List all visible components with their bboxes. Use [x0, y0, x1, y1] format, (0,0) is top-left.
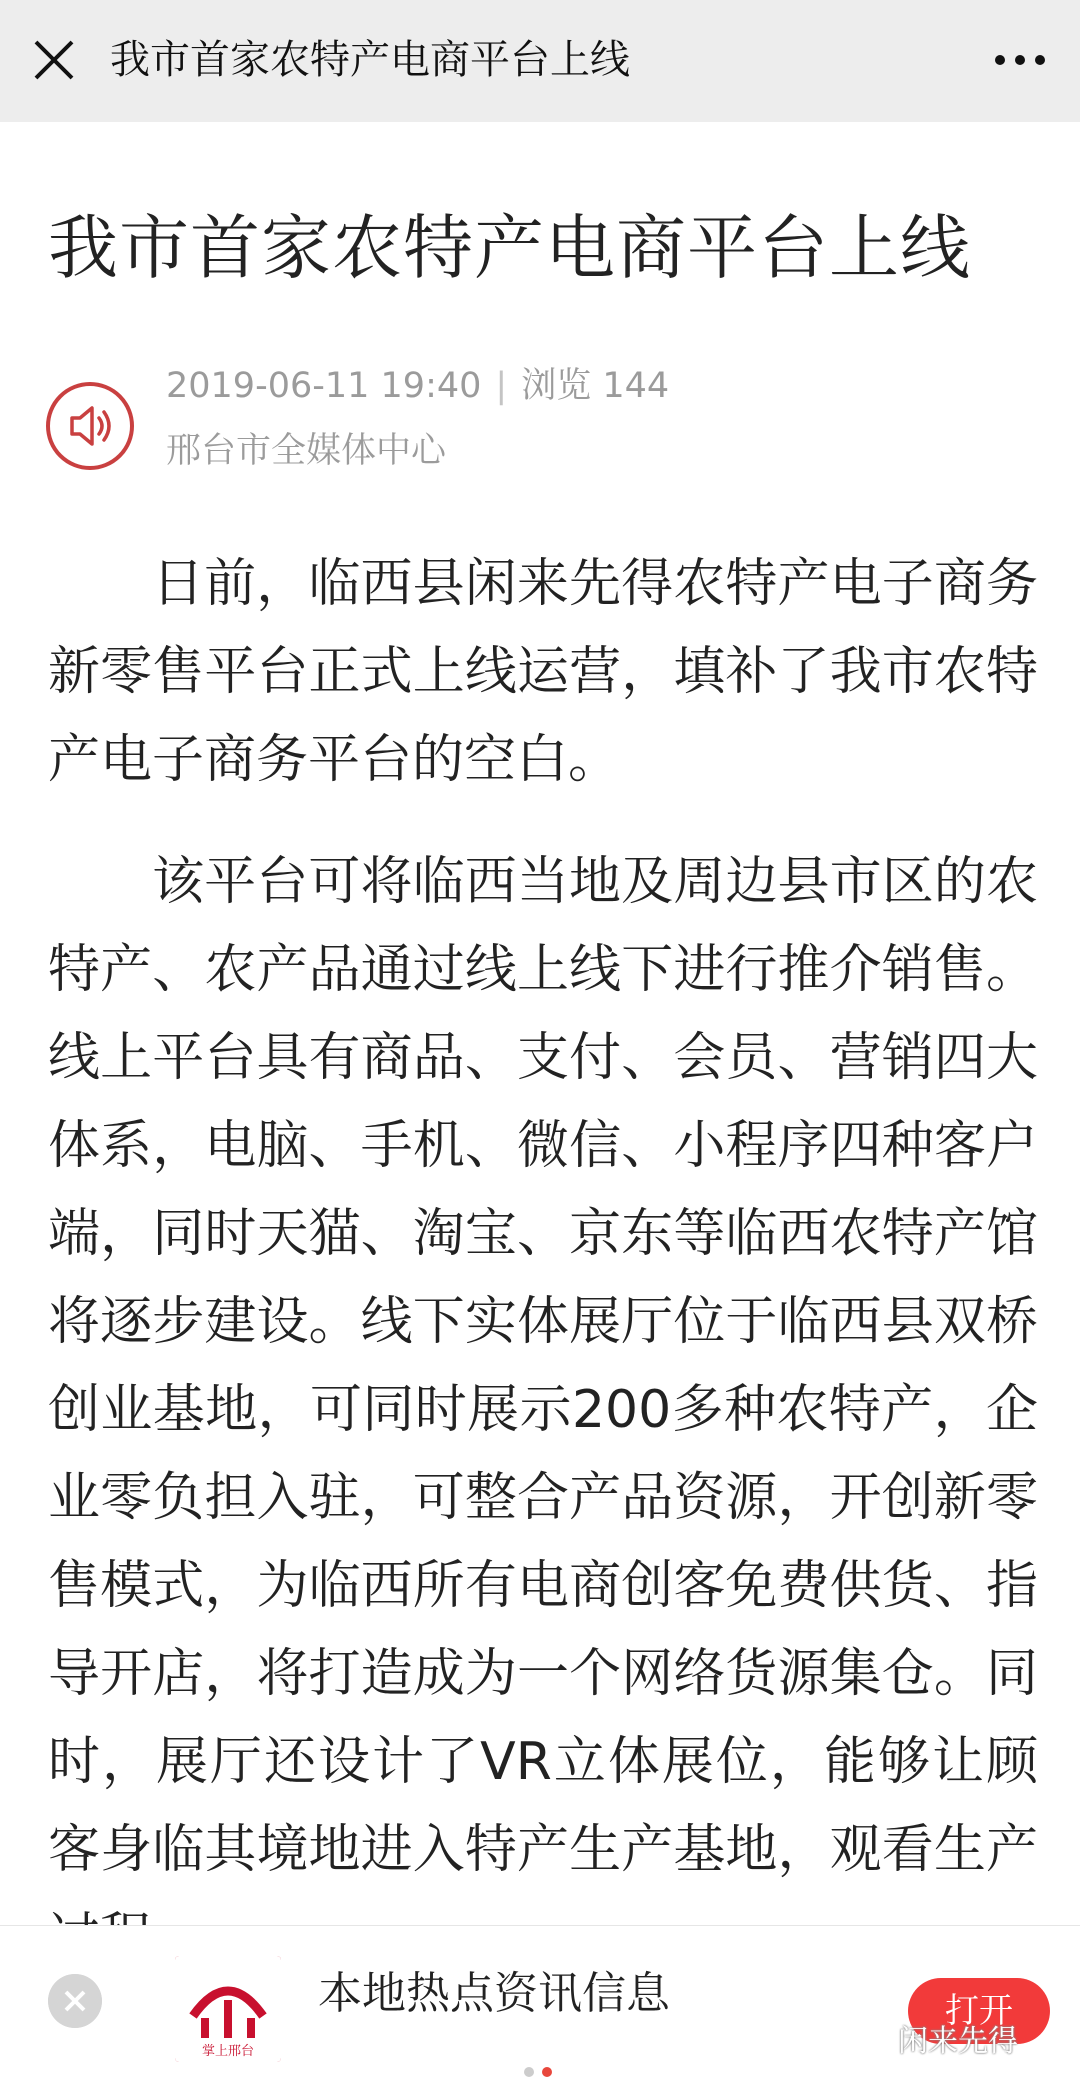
article-source[interactable]: 邢台市全媒体中心	[166, 431, 447, 471]
page-title: 我市首家农特产电商平台上线	[110, 37, 630, 83]
app-name: 本地热点资讯信息	[318, 1968, 670, 2019]
open-app-button[interactable]: 打开	[908, 1978, 1050, 2044]
carousel-dot-active	[542, 2067, 552, 2077]
more-dots-icon[interactable]	[994, 52, 1046, 68]
carousel-dot	[524, 2067, 534, 2077]
top-navigation-bar	[0, 0, 1080, 122]
speaker-icon[interactable]	[44, 380, 136, 472]
watermark-text: 闲来先得	[898, 2024, 1018, 2059]
view-count: 浏览 144	[521, 366, 670, 406]
dismiss-icon[interactable]	[48, 1974, 102, 2028]
article-paragraph-1: 日前，临西县闲来先得农特产电子商务新零售平台正式上线运营，填补了我市农特产电子商务平台的空白。	[48, 554, 1038, 790]
article-headline: 我市首家农特产电商平台上线	[48, 207, 971, 289]
article-meta	[166, 360, 669, 412]
close-icon[interactable]	[32, 38, 76, 82]
publish-date: 2019-06-11 19:40	[166, 366, 482, 406]
article-body	[48, 540, 1038, 2016]
svg-text:掌上邢台: 掌上邢台	[201, 2044, 255, 2059]
article-paragraph-2: 该平台可将临西当地及周边县市区的农特产、农产品通过线上线下进行推介销售。线上平台具有商品、支付、会员、营销四大体系，电脑、手机、微信、小程序四种客户端，同时天猫、淘宝、京东等临西农特产馆将逐步建设。线下实体展厅位于临西县双桥创业基地，可同时展示200多种农特产，企业零负担入驻，可整合产品资源，开创新零售模式，为临西所有电商创客免费供货、指导开店，将打造成为一个网络货源集仓。同时，展厅还设计了VR立体展位，能够让顾客身临其境地进入特产生产基地，观看生产	[48, 852, 1038, 1880]
app-promo-banner[interactable]	[0, 1925, 1080, 2082]
meta-separator: |	[495, 366, 508, 406]
carousel-dots	[520, 2062, 556, 2081]
app-logo	[175, 1956, 281, 2062]
